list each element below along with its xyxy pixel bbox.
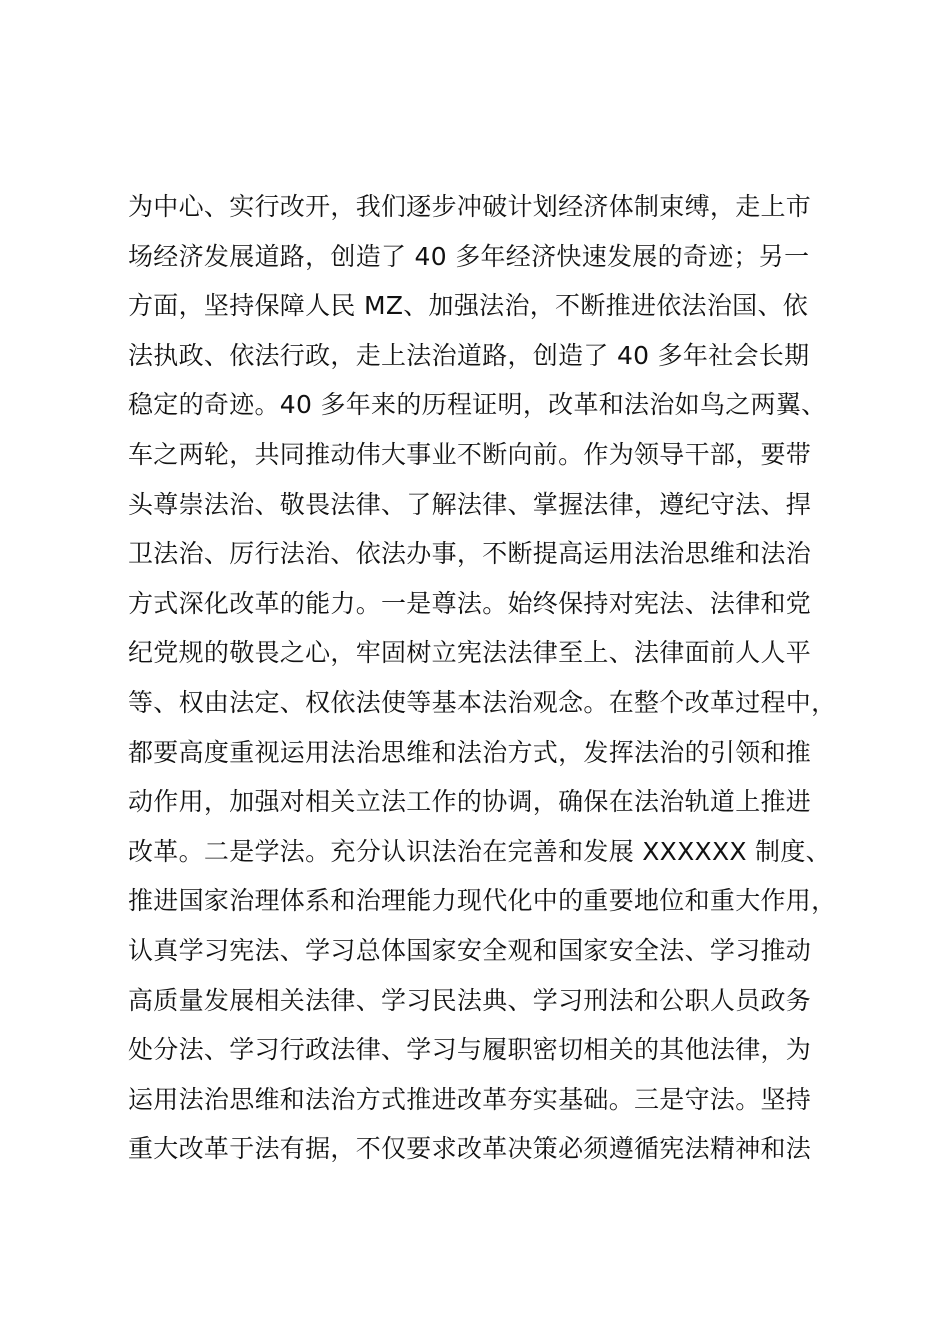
text-line: 车之两轮，共同推动伟大事业不断向前。作为领导干部，要带: [128, 439, 812, 469]
text-line: 头尊崇法治、敬畏法律、了解法律、掌握法律，遵纪守法、捍: [128, 489, 812, 519]
text-line: 场经济发展道路，创造了 40 多年经济快速发展的奇迹；另一: [128, 241, 810, 271]
text-line: 推进国家治理体系和治理能力现代化中的重要地位和重大作用，: [128, 886, 837, 916]
text-line: 方式深化改革的能力。一是尊法。始终保持对宪法、法律和党: [128, 588, 812, 618]
text-line: 运用法治思维和法治方式推进改革夯实基础。三是守法。坚持: [128, 1084, 812, 1114]
text-line: 高质量发展相关法律、学习民法典、学习刑法和公职人员政务: [128, 985, 812, 1015]
body-paragraph: [128, 182, 868, 1174]
text-line: 稳定的奇迹。40 多年来的历程证明，改革和法治如鸟之两翼、: [128, 390, 827, 420]
text-line: 重大改革于法有据，不仅要求改革决策必须遵循宪法精神和法: [128, 1134, 812, 1164]
text-line: 动作用，加强对相关立法工作的协调，确保在法治轨道上推进: [128, 787, 812, 817]
text-line: 法执政、依法行政，走上法治道路，创造了 40 多年社会长期: [128, 340, 810, 370]
text-line: 都要高度重视运用法治思维和法治方式，发挥法治的引领和推: [128, 737, 812, 767]
text-line: 改革。二是学法。充分认识法治在完善和发展 XXXXXX 制度、: [128, 836, 831, 866]
text-line: 卫法治、厉行法治、依法办事，不断提高运用法治思维和法治: [128, 539, 812, 569]
text-line: 等、权由法定、权依法使等基本法治观念。在整个改革过程中，: [128, 687, 837, 717]
text-line: 认真学习宪法、学习总体国家安全观和国家安全法、学习推动: [128, 935, 812, 965]
text-line: 方面，坚持保障人民 MZ、加强法治，不断推进依法治国、依: [128, 291, 809, 321]
text-line: 纪党规的敬畏之心，牢固树立宪法法律至上、法律面前人人平: [128, 638, 812, 668]
text-line: 为中心、实行改开，我们逐步冲破计划经济体制束缚，走上市: [128, 192, 812, 221]
text-line: 处分法、学习行政法律、学习与履职密切相关的其他法律，为: [128, 1035, 812, 1065]
